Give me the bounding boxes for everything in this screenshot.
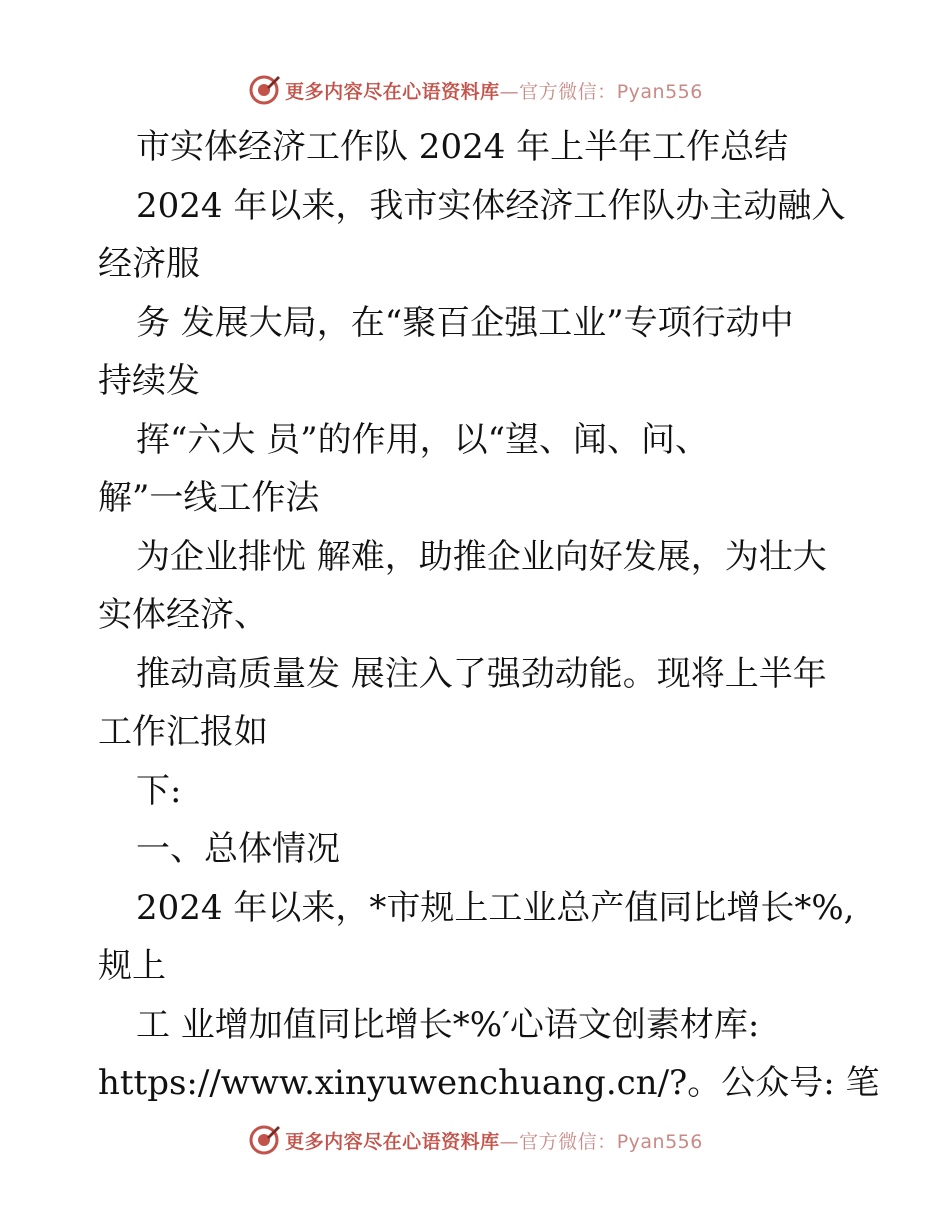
section-heading: 一、总体情况 bbox=[136, 829, 340, 869]
paragraph-line: 解”一线工作法 bbox=[98, 478, 320, 518]
paragraph-line: 挥“六大 员”的作用，以“望、闻、问、 bbox=[136, 419, 709, 460]
pen-logo-icon bbox=[247, 1123, 281, 1157]
paragraph-line: 工 业增加值同比增长*%′心语文创素材库: bbox=[136, 1004, 760, 1045]
document-title: 市实体经济工作队 2024 年上半年工作总结 bbox=[136, 127, 789, 167]
pen-logo-icon bbox=[247, 73, 281, 107]
paragraph-line: 实体经济、 bbox=[98, 595, 268, 635]
paragraph-line: 持续发 bbox=[98, 361, 200, 401]
footer-watermark-banner bbox=[0, 1120, 950, 1160]
document-body bbox=[98, 118, 880, 1113]
paragraph-line: 2024 年以来，*市规上工业总产值同比增长*%, bbox=[136, 887, 855, 928]
paragraph-line: 规上 bbox=[98, 946, 166, 986]
header-watermark-banner bbox=[0, 70, 950, 110]
paragraph-line: 工作汇报如 bbox=[98, 712, 268, 752]
paragraph-line: 为企业排忧 解难，助推企业向好发展，为壮大 bbox=[136, 536, 827, 577]
paragraph-line: 2024 年以来，我市实体经济工作队办主动融入 bbox=[136, 185, 846, 226]
paragraph-line-url: https://www.xinyuwenchuang.cn/?。公众号: 笔 bbox=[98, 1063, 880, 1103]
paragraph-line: 务 发展大局，在“聚百企强工业”专项行动中 bbox=[136, 302, 794, 343]
watermark-text: 更多内容尽在心语资料库—官方微信：Pyan556 bbox=[285, 1130, 703, 1153]
paragraph-line: 下: bbox=[136, 770, 182, 811]
paragraph-line: 推动高质量发 展注入了强劲动能。现将上半年 bbox=[136, 653, 827, 694]
watermark-text: 更多内容尽在心语资料库—官方微信：Pyan556 bbox=[285, 80, 703, 103]
paragraph-line: 经济服 bbox=[98, 244, 200, 284]
